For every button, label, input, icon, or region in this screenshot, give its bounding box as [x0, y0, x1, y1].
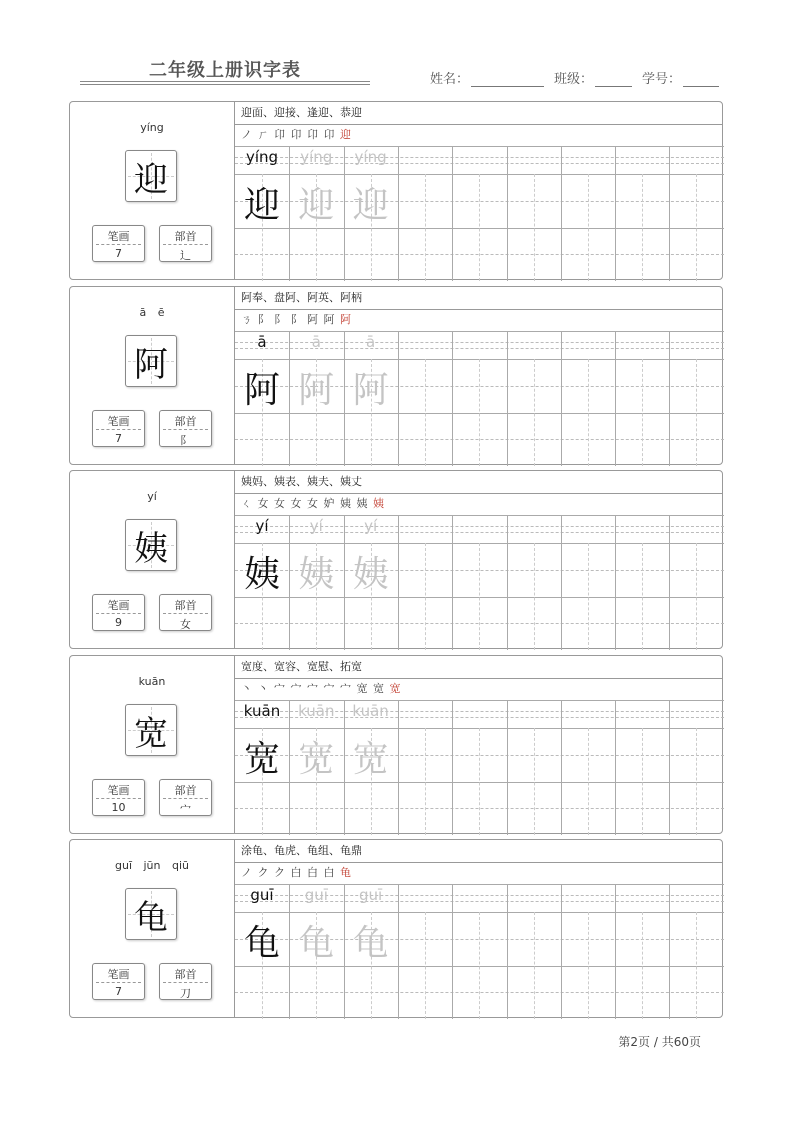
stroke-step: 白	[290, 866, 303, 879]
class-field[interactable]	[595, 72, 632, 87]
box-divider	[96, 798, 141, 799]
stroke-step: ㄋ	[241, 313, 253, 326]
practice-character: 宽	[298, 738, 335, 780]
grid-line	[669, 515, 670, 650]
grid-line	[561, 884, 562, 1019]
practice-pinyin: yíng	[354, 148, 387, 166]
grid-line	[669, 700, 670, 835]
grid-line	[642, 912, 643, 1019]
stroke-step: 姨	[373, 497, 385, 510]
stroke-step: 宀	[290, 682, 303, 695]
grid-line	[561, 331, 562, 466]
radical-label: 部首	[174, 968, 197, 981]
practice-character: 宽	[243, 738, 280, 780]
grid-line	[398, 700, 399, 835]
stroke-step: 阝	[257, 313, 270, 326]
practice-pinyin: ā	[311, 333, 321, 351]
box-divider	[163, 429, 208, 430]
grid-line	[696, 543, 697, 650]
grid-line	[452, 700, 453, 835]
stroke-count-box	[92, 594, 145, 631]
practice-pinyin: guī	[358, 886, 383, 904]
grid-line	[588, 359, 589, 466]
box-divider	[163, 798, 208, 799]
character-card	[69, 839, 723, 1018]
box-divider	[163, 982, 208, 983]
stroke-order	[235, 678, 722, 701]
grid-line	[534, 728, 535, 835]
grid-line	[696, 359, 697, 466]
practice-pinyin: ā	[257, 333, 267, 351]
example-words: 宽度、宽容、宽慰、拓宽	[235, 656, 722, 679]
grid-line	[479, 912, 480, 1019]
stroke-step: ク	[257, 866, 270, 879]
practice-pinyin: ā	[365, 333, 376, 351]
grid-line	[425, 912, 426, 1019]
main-character: 姨	[134, 528, 168, 569]
practice-panel	[235, 102, 722, 279]
stroke-step: 卬	[307, 128, 319, 141]
grid-line	[561, 515, 562, 650]
practice-pinyin: yíng	[300, 148, 333, 166]
stroke-step: 卬	[290, 128, 303, 141]
box-divider	[96, 613, 141, 614]
grid-line	[534, 912, 535, 1019]
grid-line	[507, 884, 508, 1019]
character-info-panel	[70, 102, 235, 279]
main-character: 阿	[134, 344, 168, 385]
radical-box	[159, 410, 212, 447]
grid-line	[398, 331, 399, 466]
grid-line	[425, 359, 426, 466]
grid-line	[479, 728, 480, 835]
practice-character: 阿	[352, 369, 389, 411]
box-divider	[96, 429, 141, 430]
grid-line	[669, 331, 670, 466]
practice-character: 阿	[298, 369, 335, 411]
practice-pinyin: kuān	[243, 702, 281, 720]
stroke-step: 白	[307, 866, 319, 879]
grid-line	[615, 331, 616, 466]
practice-grid[interactable]	[235, 700, 724, 835]
practice-character: 迎	[243, 184, 280, 226]
character-box	[125, 150, 177, 202]
character-box	[125, 335, 177, 387]
practice-character: 姨	[243, 553, 280, 595]
stroke-step: 阿	[340, 313, 352, 326]
stroke-step: 卬	[323, 128, 336, 141]
grid-line	[235, 515, 724, 516]
character-box	[125, 704, 177, 756]
stroke-step: 女	[290, 497, 303, 510]
grid-line	[507, 515, 508, 650]
grid-line	[452, 515, 453, 650]
stroke-step: 宀	[323, 682, 336, 695]
radical-label: 部首	[174, 599, 197, 612]
practice-pinyin: kuān	[298, 702, 335, 720]
name-field[interactable]	[471, 72, 544, 87]
grid-line	[398, 515, 399, 650]
practice-character: 宽	[352, 738, 389, 780]
stroke-step: ㄏ	[257, 128, 270, 141]
stroke-count-value: 7	[115, 432, 122, 445]
grid-line	[588, 912, 589, 1019]
radical-value: 女	[180, 618, 191, 631]
example-words: 涂龟、龟虎、龟组、龟鼎	[235, 840, 722, 863]
stroke-step: 宽	[373, 682, 385, 695]
stroke-step: 姨	[356, 497, 369, 510]
stroke-count-label: 笔画	[107, 784, 130, 797]
stroke-step: 阝	[274, 313, 286, 326]
radical-box	[159, 225, 212, 262]
stroke-step: 阝	[290, 313, 303, 326]
main-character: 宽	[134, 713, 168, 754]
grid-line	[669, 146, 670, 281]
stroke-step: 宀	[340, 682, 352, 695]
main-character: 龟	[134, 897, 168, 938]
character-card	[69, 101, 723, 280]
grid-line	[588, 174, 589, 281]
practice-pinyin: yí	[309, 517, 323, 535]
box-divider	[163, 613, 208, 614]
stroke-count-box	[92, 963, 145, 1000]
title-rule	[80, 81, 370, 82]
practice-character: 姨	[298, 553, 335, 595]
grid-line	[235, 700, 724, 701]
grid-line	[696, 174, 697, 281]
character-info-panel	[70, 287, 235, 464]
practice-character: 龟	[243, 922, 280, 964]
practice-character: 迎	[298, 184, 335, 226]
stroke-step: 丶	[257, 682, 270, 695]
radical-box	[159, 779, 212, 816]
example-words: 姨妈、姨表、姨夫、姨丈	[235, 471, 722, 494]
student-number-field[interactable]	[683, 72, 719, 87]
stroke-count-label: 笔画	[107, 968, 130, 981]
box-divider	[96, 244, 141, 245]
grid-line	[615, 884, 616, 1019]
stroke-step: 女	[274, 497, 286, 510]
grid-line	[398, 146, 399, 281]
stroke-step: ㄑ	[241, 497, 253, 510]
stroke-step: 龟	[340, 866, 352, 879]
grid-line	[696, 728, 697, 835]
grid-line	[425, 174, 426, 281]
grid-line	[507, 700, 508, 835]
grid-line	[561, 146, 562, 281]
name-label: 姓名：	[430, 72, 470, 87]
character-info-panel	[70, 840, 235, 1017]
stroke-step: 白	[323, 866, 336, 879]
radical-box	[159, 594, 212, 631]
stroke-step: ク	[274, 866, 286, 879]
character-card	[69, 655, 723, 834]
box-divider	[96, 982, 141, 983]
stroke-count-value: 9	[115, 616, 122, 629]
stroke-step: 宽	[356, 682, 369, 695]
stroke-step: ノ	[241, 866, 253, 879]
character-card	[69, 470, 723, 649]
stroke-order	[235, 124, 722, 147]
grid-line	[696, 912, 697, 1019]
stroke-order	[235, 493, 722, 516]
radical-value: 阝	[180, 434, 191, 447]
practice-pinyin: yí	[255, 517, 269, 535]
title-rule	[80, 84, 370, 85]
radical-value: 刀	[180, 987, 191, 1000]
practice-pinyin: kuān	[352, 702, 389, 720]
stroke-count-label: 笔画	[107, 599, 130, 612]
practice-panel	[235, 656, 722, 833]
practice-grid[interactable]	[235, 146, 724, 281]
radical-label: 部首	[174, 230, 197, 243]
grid-line	[425, 728, 426, 835]
stroke-count-value: 7	[115, 985, 122, 998]
grid-line	[588, 728, 589, 835]
class-label: 班级：	[554, 72, 594, 87]
character-pinyin: yíng	[140, 121, 164, 134]
character-pinyin: yí	[147, 490, 157, 503]
grid-line	[398, 884, 399, 1019]
radical-label: 部首	[174, 415, 197, 428]
grid-line	[534, 359, 535, 466]
stroke-step: 宀	[307, 682, 319, 695]
stroke-step: 丶	[241, 682, 253, 695]
stroke-order	[235, 862, 722, 885]
character-info-panel	[70, 471, 235, 648]
stroke-step: 女	[257, 497, 270, 510]
grid-line	[235, 331, 724, 332]
practice-grid[interactable]	[235, 331, 724, 466]
stroke-step: 迎	[340, 128, 352, 141]
character-pinyin: kuān	[138, 675, 166, 688]
grid-line	[588, 543, 589, 650]
practice-grid[interactable]	[235, 515, 724, 650]
stroke-count-label: 笔画	[107, 230, 130, 243]
stroke-order	[235, 309, 722, 332]
grid-line	[642, 728, 643, 835]
grid-line	[642, 174, 643, 281]
stroke-step: 阿	[323, 313, 336, 326]
example-words: 迎面、迎接、逢迎、恭迎	[235, 102, 722, 125]
grid-line	[235, 146, 724, 147]
practice-pinyin: guī	[304, 886, 328, 904]
stroke-step: 阿	[307, 313, 319, 326]
practice-character: 龟	[298, 922, 335, 964]
practice-panel	[235, 287, 722, 464]
practice-pinyin: guī	[250, 886, 274, 904]
grid-line	[479, 359, 480, 466]
stroke-count-value: 7	[115, 247, 122, 260]
practice-panel	[235, 840, 722, 1017]
stroke-count-box	[92, 779, 145, 816]
stroke-step: 妒	[323, 497, 336, 510]
grid-line	[615, 515, 616, 650]
practice-pinyin: yí	[364, 517, 378, 535]
radical-label: 部首	[174, 784, 197, 797]
character-pinyin: guī jūn qiū	[114, 859, 189, 872]
stroke-count-label: 笔画	[107, 415, 130, 428]
character-box	[125, 888, 177, 940]
character-card	[69, 286, 723, 465]
stroke-step: ノ	[241, 128, 253, 141]
practice-character: 姨	[352, 553, 389, 595]
grid-line	[561, 700, 562, 835]
stroke-count-box	[92, 225, 145, 262]
stroke-count-value: 10	[111, 801, 126, 814]
character-pinyin: ā ē	[139, 306, 165, 319]
grid-line	[452, 146, 453, 281]
practice-character: 龟	[352, 922, 389, 964]
grid-line	[507, 146, 508, 281]
grid-line	[479, 174, 480, 281]
page-indicator: 第2页 / 共60页	[618, 1035, 701, 1049]
stroke-step: 宀	[274, 682, 286, 695]
grid-line	[425, 543, 426, 650]
practice-grid[interactable]	[235, 884, 724, 1019]
student-number-label: 学号：	[642, 72, 682, 87]
grid-line	[669, 884, 670, 1019]
practice-panel	[235, 471, 722, 648]
grid-line	[534, 543, 535, 650]
grid-line	[642, 359, 643, 466]
practice-pinyin: yíng	[245, 148, 279, 166]
grid-line	[235, 884, 724, 885]
grid-line	[452, 884, 453, 1019]
stroke-step: 女	[307, 497, 319, 510]
box-divider	[163, 244, 208, 245]
stroke-step: 卬	[274, 128, 286, 141]
stroke-step: 宽	[389, 682, 402, 695]
grid-line	[615, 700, 616, 835]
grid-line	[507, 331, 508, 466]
grid-line	[642, 543, 643, 650]
grid-line	[479, 543, 480, 650]
main-character: 迎	[134, 159, 168, 200]
character-box	[125, 519, 177, 571]
radical-value: 辶	[180, 249, 191, 262]
student-info-fields	[430, 68, 729, 87]
page-title: 二年级上册识字表	[149, 60, 301, 81]
radical-value: 宀	[180, 803, 191, 816]
stroke-count-box	[92, 410, 145, 447]
radical-box	[159, 963, 212, 1000]
character-info-panel	[70, 656, 235, 833]
practice-character: 迎	[352, 184, 389, 226]
practice-character: 阿	[243, 369, 280, 411]
grid-line	[452, 331, 453, 466]
stroke-step: 姨	[340, 497, 352, 510]
grid-line	[534, 174, 535, 281]
grid-line	[615, 146, 616, 281]
example-words: 阿奉、盘阿、阿英、阿柄	[235, 287, 722, 310]
